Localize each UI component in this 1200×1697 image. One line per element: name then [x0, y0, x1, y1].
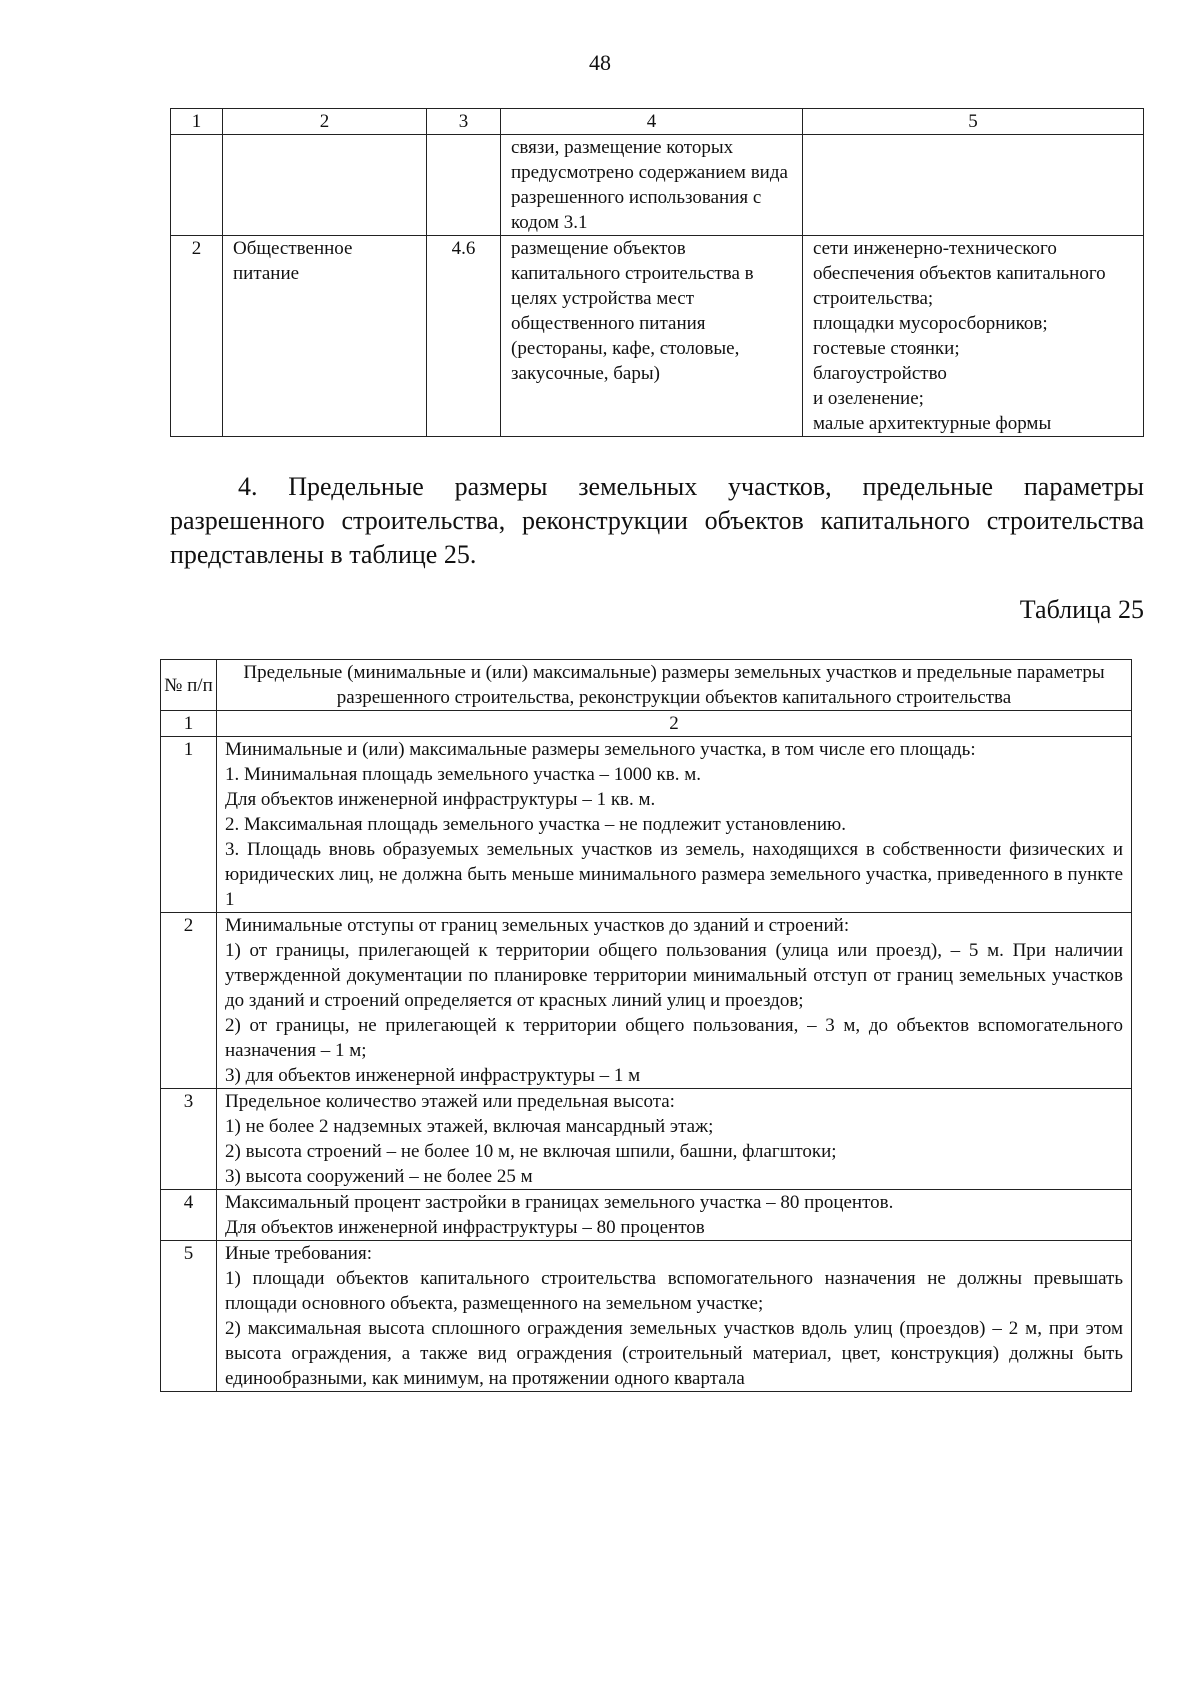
- table-row: [161, 1089, 1132, 1190]
- row-number: 1: [161, 737, 217, 913]
- row-number: 3: [161, 1089, 217, 1190]
- row-number: 2: [161, 913, 217, 1089]
- row-line: Максимальный процент застройки в границах земельного участка – 80 процентов.: [225, 1192, 894, 1213]
- table-row: [161, 1190, 1132, 1241]
- row-content: [217, 737, 1132, 913]
- table-row: [161, 1241, 1132, 1392]
- header-cell: 5: [803, 109, 1144, 135]
- parameters-table: [160, 659, 1132, 1392]
- table-header-row: [171, 109, 1144, 135]
- header-cell: 2: [223, 109, 427, 135]
- row-line: Для объектов инженерной инфраструктуры – 1 кв. м.: [225, 789, 656, 810]
- table-caption: Таблица 25: [1019, 595, 1144, 624]
- auxiliary-line: площадки мусоросборников;: [813, 313, 1048, 334]
- index-cell: 2: [217, 711, 1132, 737]
- row-number: 4: [161, 1190, 217, 1241]
- use-name: [223, 135, 427, 236]
- header-cell: 1: [171, 109, 223, 135]
- row-content: [217, 1190, 1132, 1241]
- row-number: 5: [161, 1241, 217, 1392]
- page-number: 48: [589, 50, 611, 75]
- table-row: [171, 236, 1144, 437]
- row-line: Для объектов инженерной инфраструктуры – 80 процентов: [225, 1217, 705, 1238]
- row-line: 1) не более 2 надземных этажей, включая мансардный этаж;: [225, 1116, 714, 1137]
- use-name: Общественное питание: [223, 236, 427, 437]
- row-line: Минимальные отступы от границ земельных участков до зданий и строений:: [225, 915, 850, 936]
- section-paragraph: 4. Предельные размеры земельных участков, предельные параметры разрешенного строительства, реконструкции объектов капитального строительства представлены в таблице 25.: [170, 472, 1144, 569]
- row-line: Иные требования:: [225, 1243, 372, 1264]
- header-cell: 3: [427, 109, 501, 135]
- auxiliary-line: гостевые стоянки;: [813, 338, 960, 359]
- row-line: 1. Минимальная площадь земельного участка – 1000 кв. м.: [225, 764, 702, 785]
- row-line: 2) от границы, не прилегающей к территории общего пользования, – 3 м, до объектов вспомогательного назначения – 1 м;: [225, 1015, 1123, 1061]
- row-line: 1) от границы, прилегающей к территории общего пользования (улица или проезд), – 5 м. При наличии утвержденной документации по планировке территории минимальный отступ от границ земельных участков до зданий и строений определяется от красных линий улиц и проездов;: [225, 940, 1123, 1011]
- row-content: [217, 1089, 1132, 1190]
- row-content: [217, 1241, 1132, 1392]
- row-line: 3) высота сооружений – не более 25 м: [225, 1166, 533, 1187]
- table-header-row: [161, 660, 1132, 711]
- header-title: Предельные (минимальные и (или) максимальные) размеры земельных участков и предельные параметры разрешенного строительства, реконструкции объектов капитального строительства: [217, 660, 1132, 711]
- row-line: Минимальные и (или) максимальные размеры земельного участка, в том числе его площадь:: [225, 739, 976, 760]
- row-line: 3. Площадь вновь образуемых земельных участков из земель, находящихся в собственности физических и юридических лиц, не должна быть меньше минимального размера земельного участка, приведенного в пункте 1: [225, 839, 1123, 910]
- auxiliary-uses: [803, 135, 1144, 236]
- auxiliary-line: благоустройство: [813, 363, 947, 384]
- auxiliary-line: и озеленение;: [813, 388, 924, 409]
- use-code: [427, 135, 501, 236]
- auxiliary-uses: [803, 236, 1144, 437]
- use-code: 4.6: [427, 236, 501, 437]
- row-number: [171, 135, 223, 236]
- row-line: 2. Максимальная площадь земельного участка – не подлежит установлению.: [225, 814, 846, 835]
- header-num: № п/п: [161, 660, 217, 711]
- table-row: [161, 737, 1132, 913]
- table-row: [171, 135, 1144, 236]
- index-cell: 1: [161, 711, 217, 737]
- header-cell: 4: [501, 109, 803, 135]
- row-number: 2: [171, 236, 223, 437]
- use-description: связи, размещение которых предусмотрено содержанием вида разрешенного использования с кодом 3.1: [501, 135, 803, 236]
- row-line: Предельное количество этажей или предельная высота:: [225, 1091, 675, 1112]
- row-content: [217, 913, 1132, 1089]
- auxiliary-line: малые архитектурные формы: [813, 413, 1052, 434]
- table-row: [161, 913, 1132, 1089]
- row-line: 2) максимальная высота сплошного ограждения земельных участков вдоль улиц (проездов) – 2 м, при этом высота ограждения, а также вид ограждения (строительный материал, цвет, конструкция) должны быть единообразными, как минимум, на протяжении одного квартала: [225, 1318, 1123, 1389]
- row-line: 2) высота строений – не более 10 м, не включая шпили, башни, флагштоки;: [225, 1141, 837, 1162]
- auxiliary-line: сети инженерно-технического обеспечения объектов капитального строительства;: [813, 238, 1106, 309]
- row-line: 1) площади объектов капитального строительства вспомогательного назначения не должны превышать площади основного объекта, размещенного на земельном участке;: [225, 1268, 1123, 1314]
- index-row: [161, 711, 1132, 737]
- row-line: 3) для объектов инженерной инфраструктуры – 1 м: [225, 1065, 641, 1086]
- use-description: размещение объектов капитального строительства в целях устройства мест общественного питания (рестораны, кафе, столовые, закусочные, бары): [501, 236, 803, 437]
- land-use-table-continuation: [170, 108, 1144, 437]
